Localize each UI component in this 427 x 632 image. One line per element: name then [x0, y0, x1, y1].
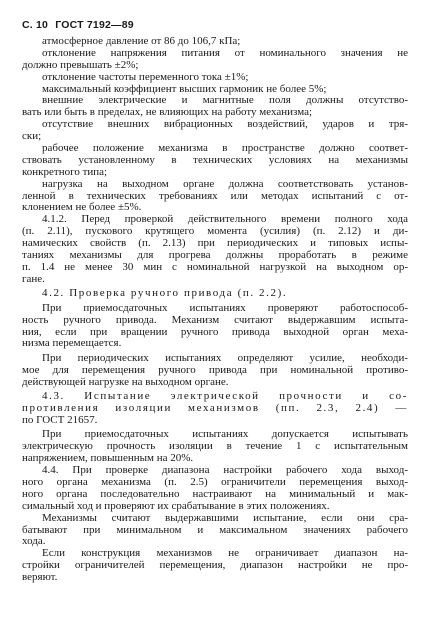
text-line: При периодических испытаниях определяют усилие, необходи- [42, 352, 408, 364]
text-line: симальный ход и проверяют их срабатывание в этих положениях. [22, 500, 330, 512]
text-line: хода. [22, 536, 46, 548]
text-line: максимальный коэффициент высших гармоник не более 5%; [42, 83, 327, 95]
text-line: При приемосдаточных испытаниях проверяют работоспособ- [42, 302, 408, 314]
text-line: низма перемещается. [22, 338, 122, 350]
text-line: ствовать установленному в технических условиях на механизмы [22, 154, 408, 166]
text-line: конкретного типа; [22, 166, 108, 178]
text-line: атмосферное давление от 86 до 106,7 кПа; [42, 36, 241, 47]
section-heading-line: 4.2. Проверка ручного привода (п. 2.2). [42, 288, 288, 300]
text-line: рабочее положение механизма в пространстве должно соответ- [42, 143, 408, 155]
text-line: таниях механизмы для прогрева должны проработать в режиме [22, 250, 408, 262]
text-line: ного органа механизма (п. 2.5) ограничители перемещения выход- [22, 477, 408, 489]
text-line: нагрузка на выходном органе должна соответствовать установ- [42, 178, 408, 190]
text-line: ния, если при вращении ручного привода выходной орган меха- [22, 326, 408, 338]
body-text [22, 36, 408, 584]
text-line: 4.4. При проверке диапазона настройки рабочего хода выход- [42, 465, 408, 477]
text-line: Механизмы считают выдержавшими испытание, если они сра- [42, 512, 408, 524]
text-line: электрическую прочность изоляции в течение 1 с испытательным [22, 441, 408, 453]
text-line: внешние электрические и магнитные поля должны отсутство- [42, 95, 408, 107]
text-line: 4.1.2. Перед проверкой действительного времени полного хода [42, 214, 408, 226]
text-line: напряжением, повышенным на 20%. [22, 453, 194, 465]
text-line: Если конструкция механизмов не ограничивает диапазон на- [42, 548, 408, 560]
text-line: ность ручного привода. Механизм считают выдержавшим испыта- [22, 314, 408, 326]
text-line: п. 1.4 не менее 30 мин с номинальной нагрузкой на выходном ор- [22, 261, 408, 273]
standard-code: ГОСТ 7192—89 [55, 19, 134, 31]
section-heading-line: противления изоляции механизмов (пп. 2.3, 2.4) — [22, 403, 408, 415]
section-heading-line: 4.3. Испытание электрической прочности и со- [42, 391, 408, 403]
page-header [22, 19, 134, 31]
text-line: действующей нагрузке на выходном органе. [22, 376, 229, 388]
text-line: При приемосдаточных испытаниях допускается испытывать [42, 429, 408, 441]
text-line: намических свойств (п. 2.13) при периодических и типовых испы- [22, 238, 408, 250]
text-line: веряют. [22, 572, 58, 584]
text-line: вать или быть в пределах, не влияющих на работу механизма; [22, 107, 313, 119]
text-line: отклонение частоты переменного тока ±1%; [42, 71, 249, 83]
text-line: стройки ограничителей перемещения, диапазон настройки не про- [22, 560, 408, 572]
text-line: ного органа последовательно настраивают на минимальный и мак- [22, 488, 408, 500]
text-line: отсутствие внешних вибрационных воздействий, ударов и тря- [42, 119, 408, 131]
text-line: ленной в технических требованиях или методах испытаний с от- [22, 190, 408, 202]
text-line: ски; [22, 131, 42, 143]
text-line: должно превышать ±2%; [22, 59, 139, 71]
text-line: по ГОСТ 21657. [22, 414, 98, 426]
text-line: (п. 2.11), пускового крутящего момента (усилия) (п. 2.12) и ди- [22, 226, 408, 238]
page-number: С. 10 [22, 19, 49, 31]
text-line: мое для перемещения ручного привода при номинальной противо- [22, 364, 408, 376]
text-line: отклонение напряжения питания от номинального значения не [42, 47, 408, 59]
text-line: батывают при минимальном и максимальном значениях рабочего [22, 524, 408, 536]
text-line: гане. [22, 273, 45, 285]
text-line: клонением не более ±5%. [22, 202, 142, 214]
